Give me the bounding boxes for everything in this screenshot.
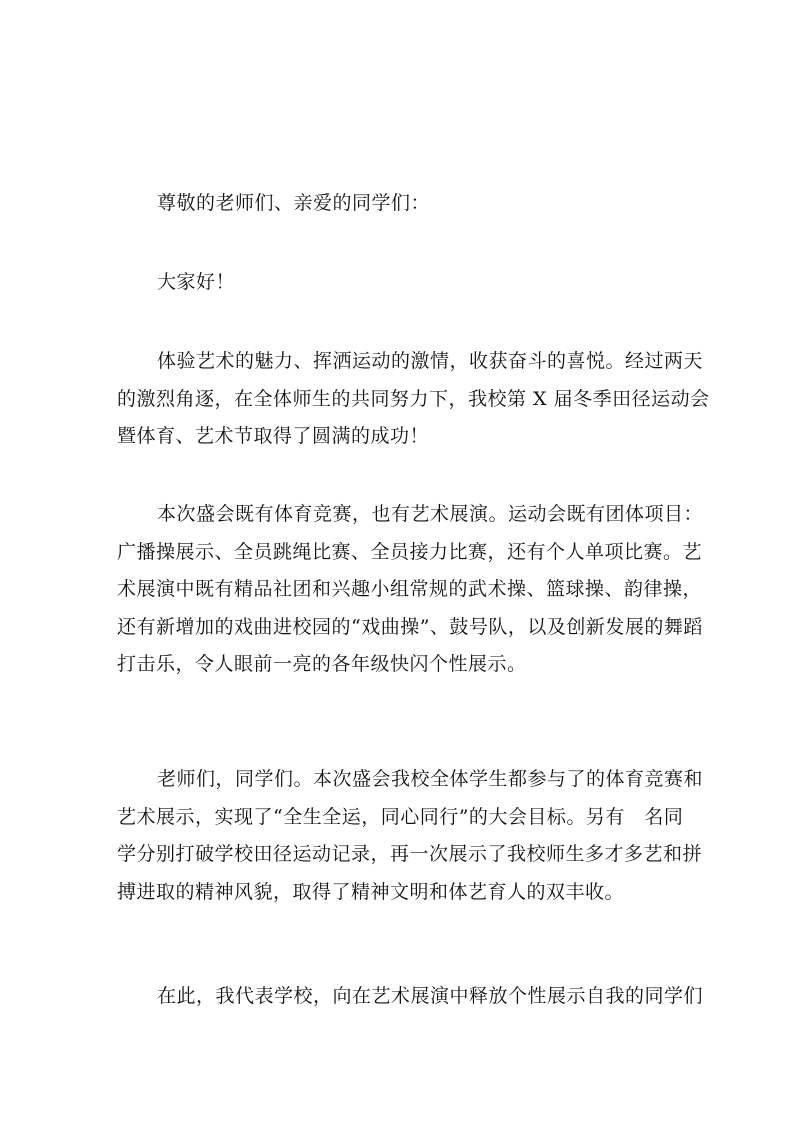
salutation-text: 尊敬的老师们、亲爱的同学们：	[157, 192, 431, 214]
paragraph-3	[117, 761, 704, 911]
paragraph-line: 的激烈角逐，在全体师生的共同努力下，我校第 X 届冬季田径运动会	[117, 387, 710, 410]
paragraph-4	[117, 978, 704, 1016]
paragraph-line: 在此，我代表学校，向在艺术展演中释放个性展示自我的同学们	[157, 985, 704, 1007]
paragraph-line: 体验艺术的魅力、挥洒运动的激情，收获奋斗的喜悦。经过两天	[157, 350, 704, 372]
salutation	[117, 185, 679, 223]
paragraph-line: 暨体育、艺术节取得了圆满的成功！	[117, 425, 430, 447]
paragraph-line: 广播操展示、全员跳绳比赛、全员接力比赛，还有个人单项比赛。艺	[117, 540, 703, 563]
paragraph-1	[117, 343, 710, 456]
paragraph-line: 还有新增加的戏曲进校园的“戏曲操”、鼓号队，以及创新发展的舞蹈	[117, 615, 703, 638]
paragraph-line: 老师们，同学们。本次盛会我校全体学生都参与了的体育竞赛和	[157, 768, 704, 790]
greeting-text: 大家好！	[157, 271, 236, 293]
paragraph-line: 本次盛会既有体育竞赛，也有艺术展演。运动会既有团体项目：	[157, 503, 704, 525]
paragraph-line: 搏进取的精神风貌，取得了精神文明和体艺育人的双丰收。	[117, 880, 625, 903]
paragraph-line: 打击乐，令人眼前一亮的各年级快闪个性展示。	[117, 653, 527, 675]
paragraph-line: 术展演中既有精品社团和兴趣小组常规的武术操、篮球操、韵律操，	[117, 578, 703, 600]
paragraph-2	[117, 496, 704, 684]
paragraph-line: 学分别打破学校田径运动记录，再一次展示了我校师生多才多艺和拼	[117, 843, 703, 865]
greeting	[117, 264, 679, 302]
paragraph-line: 艺术展示，实现了“全生全运，同心同行”的大会目标。另有 名同	[117, 805, 684, 828]
